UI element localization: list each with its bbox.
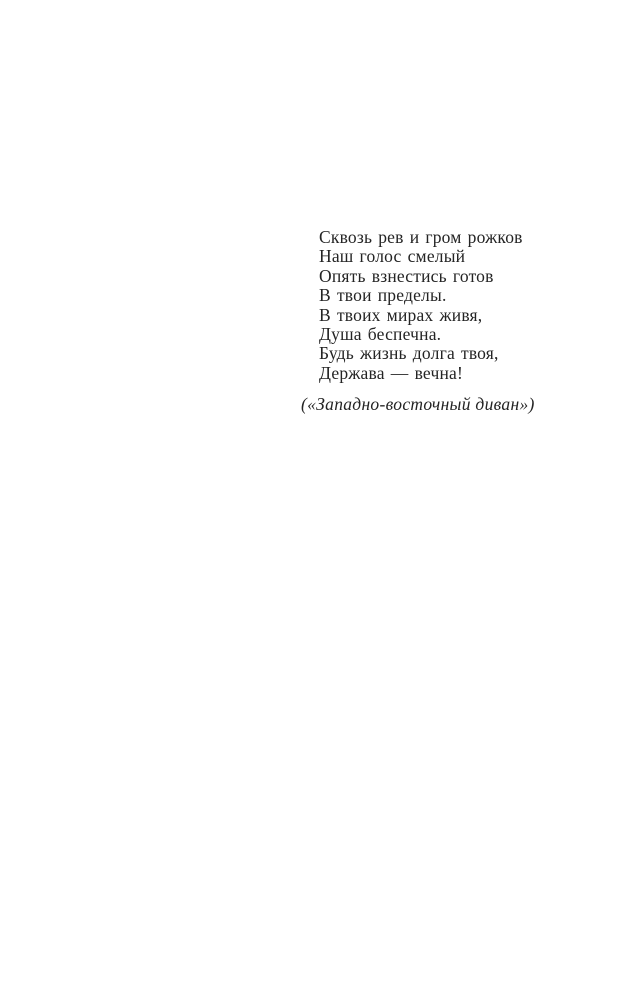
poem-line: Наш голос смелый xyxy=(319,246,466,267)
poem-attribution: («Западно-восточный диван») xyxy=(301,394,535,414)
poem-line: Будь жизнь долга твоя, xyxy=(319,343,499,364)
poem-stanza xyxy=(319,228,523,383)
poem-line: В твоих мирах живя, xyxy=(319,304,483,325)
poem-line: Сквозь рев и гром рожков xyxy=(319,227,523,247)
poem-line: Опять взнестись готов xyxy=(319,265,494,286)
poem-line: В твои пределы. xyxy=(319,285,447,306)
poem-line: Душа беспечна. xyxy=(319,324,442,345)
poem-line: Держава — вечна! xyxy=(319,362,464,383)
